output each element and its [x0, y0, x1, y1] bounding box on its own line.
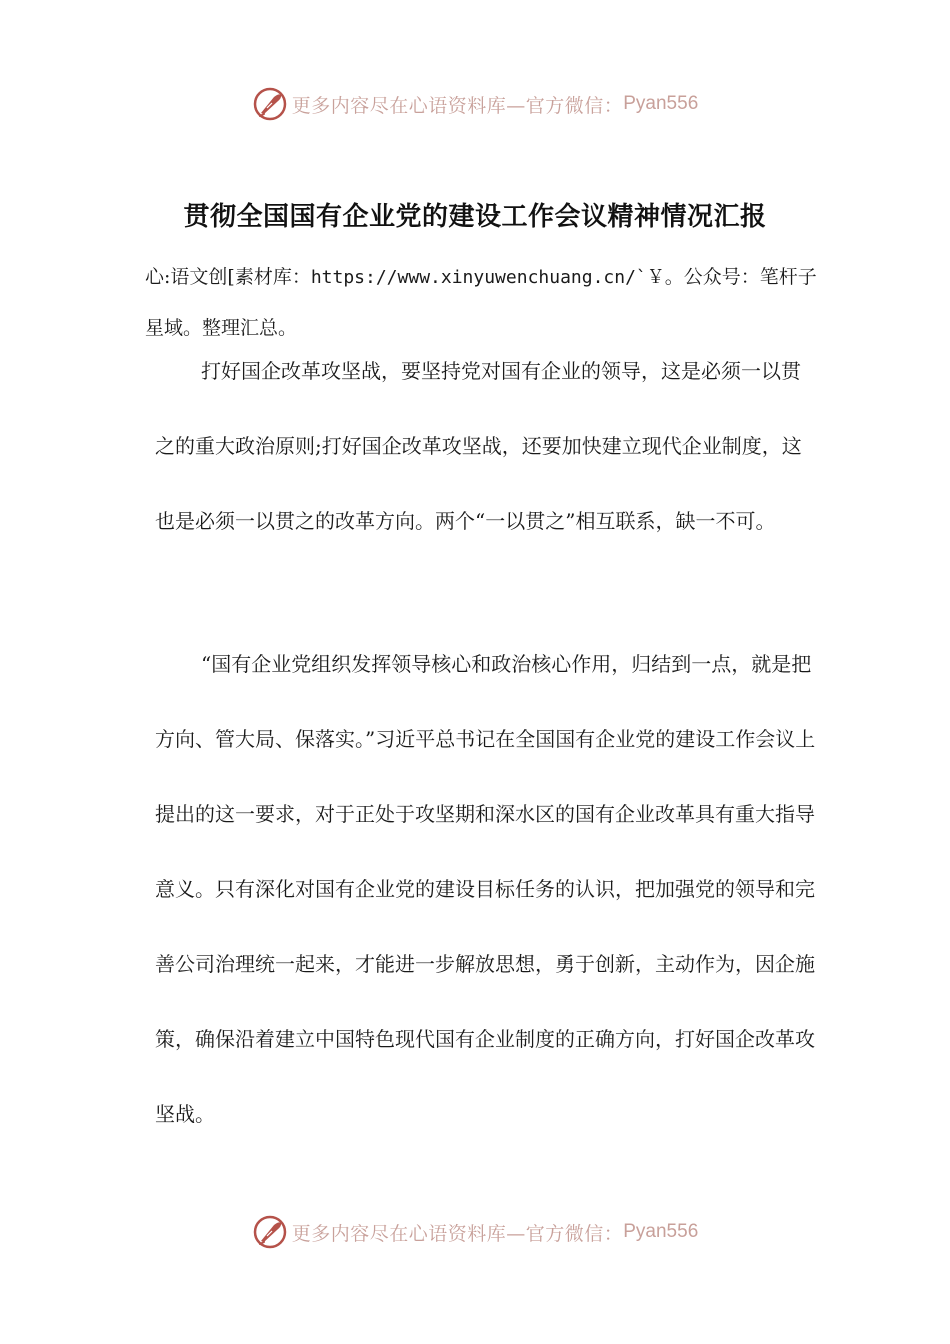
banner-wechat-id: Pyan556: [623, 1221, 699, 1242]
body-paragraph-1: 打好国企改革攻坚战，要坚持党对国有企业的领导，这是必须一以贯之的重大政治原则;打好国企改革攻坚战，还要加快建立现代企业制度，这也是必须一以贯之的改革方向。两个“一以贯之”相互联系，缺一不可。: [155, 359, 802, 533]
source-url: https://www.xinyuwenchuang.cn/`￥: [310, 267, 665, 288]
quill-pen-logo-icon: [252, 86, 288, 122]
banner-wechat-id: Pyan556: [623, 93, 699, 114]
header-banner: [0, 82, 950, 126]
source-prefix: 心:语文创[素材库：: [145, 266, 311, 288]
banner-text: 更多内容尽在心语资料库—官方微信：: [291, 94, 624, 117]
source-suffix: 。公众号：笔杆子星域。整理汇总。: [145, 266, 817, 339]
banner-text: 更多内容尽在心语资料库—官方微信：: [291, 1222, 624, 1245]
body-paragraph-2: “国有企业党组织发挥领导核心和政治核心作用，归结到一点，就是把方向、管大局、保落实。”习近平总书记在全国国有企业党的建设工作会议上提出的这一要求，对于正处于攻坚期和深水区的国有企业改革具有重大指导意义。只有深化对国有企业党的建设目标任务的认识，把加强党的领导和完善公司治理统一起来，才能进一步解放思想，勇于创新，主动作为，因企施策，确保沿着建立中国特色现代国有企业制度的正确方向，打好国企改革攻坚战。: [155, 652, 816, 1126]
footer-banner: [0, 1210, 950, 1254]
quill-pen-logo-icon: [252, 1214, 288, 1250]
document-title: 贯彻全国国有企业党的建设工作会议精神情况汇报: [183, 202, 767, 232]
